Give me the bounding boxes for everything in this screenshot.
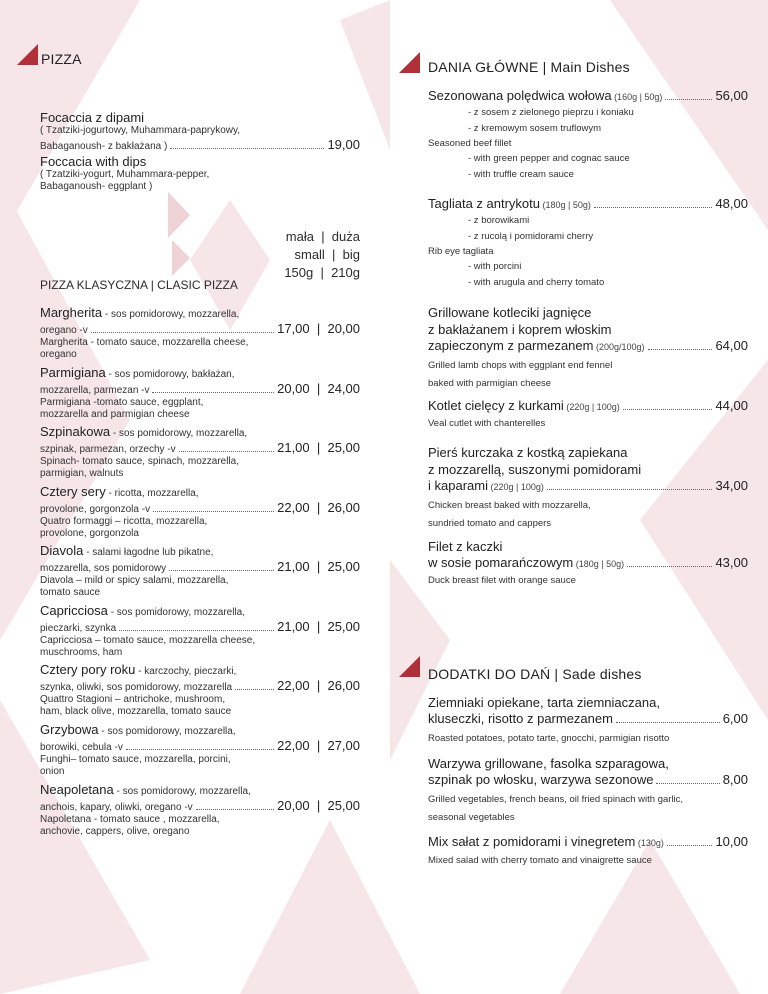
- side-name: Warzywa grillowane, fasolka szparagowa,: [428, 756, 669, 771]
- pizza-ingredients: - salami łagodne lub pikatne,: [83, 547, 214, 558]
- dish-option-en: - with truffle cream sauce: [468, 168, 574, 180]
- leader-dots: [235, 689, 274, 690]
- pizza-price: 21,00 | 25,00: [277, 619, 360, 634]
- focaccia-name: Focaccia z dipami: [40, 110, 145, 125]
- pizza-ingredients: oregano -v: [40, 325, 88, 336]
- dish-name-en: Seasoned beef fillet: [428, 138, 512, 149]
- size-legend: [260, 228, 360, 282]
- side-name: Ziemniaki opiekane, tarta ziemniaczana,: [428, 695, 660, 710]
- pizza-item: [40, 484, 360, 540]
- dish-desc-en: Chicken breast baked with mozzarella,: [428, 500, 591, 511]
- classic-pizza-title: PIZZA KLASYCZNA | CLASIC PIZZA: [40, 278, 238, 292]
- pizza-desc-en: Margherita - tomato sauce, mozzarella cheese,: [40, 337, 249, 348]
- pizza-price: 21,00 | 25,00: [277, 559, 360, 574]
- dish-option-en: - with arugula and cherry tomato: [468, 276, 605, 288]
- dish-option-en: - with green pepper and cognac sauce: [468, 153, 630, 164]
- side-name: kluseczki, risotto z parmezanem: [428, 711, 613, 726]
- leader-dots: [627, 566, 712, 567]
- dish-option: - z borowikami: [468, 215, 530, 226]
- pizza-ingredients: - sos pomidorowy, bakłażan,: [105, 369, 235, 380]
- pizza-ingredients: borowiki, cebula -v: [40, 742, 123, 753]
- sides-section-title: DODATKI DO DAŃ | Sade dishes: [428, 666, 642, 682]
- pizza-item: [40, 543, 360, 599]
- pizza-ingredients: pieczarki, szynka: [40, 623, 117, 634]
- pizza-desc-en: Napoletana - tomato sauce , mozzarella,: [40, 814, 220, 825]
- size-legend-en: small | big: [294, 247, 360, 262]
- dish-option: - z sosem z zielonego pieprzu i koniaku: [468, 107, 634, 118]
- dish-option: - z kremowym sosem truflowym: [468, 122, 602, 134]
- pizza-name: Neapoletana: [40, 782, 114, 797]
- pizza-ingredients: provolone, gorgonzola -v: [40, 504, 151, 515]
- main-dish-duck-filet: [428, 538, 748, 588]
- dish-price: 43,00: [715, 555, 748, 570]
- focaccia-desc-pl-1: ( Tzatziki-jogurtowy, Muhammara-paprykowy,: [40, 125, 241, 136]
- dish-name-en: Rib eye tagliata: [428, 246, 494, 257]
- dish-weight: (180g | 50g): [540, 200, 591, 210]
- pizza-item: [40, 424, 360, 480]
- pizza-name: Cztery sery: [40, 484, 106, 499]
- dish-option-en: - with porcini: [468, 261, 522, 272]
- dish-name: z bakłażanem i koprem włoskim: [428, 322, 612, 337]
- dish-weight: (160g | 50g): [611, 92, 663, 102]
- main-section-title: DANIA GŁÓWNE | Main Dishes: [428, 59, 630, 75]
- pizza-item: [40, 603, 360, 659]
- pizza-ingredients: - sos pomidorowy, mozzarella,: [107, 607, 246, 618]
- pizza-price: 22,00 | 27,00: [277, 738, 360, 753]
- pizza-desc-en: Funghi– tomato sauce, mozzarella, porcini,: [40, 754, 231, 765]
- dish-desc-en: Duck breast filet with orange sauce: [428, 575, 576, 586]
- pizza-ingredients: szpinak, parmezan, orzechy -v: [40, 444, 176, 455]
- leader-dots: [594, 207, 713, 208]
- main-dish-lamb-chops: [428, 304, 748, 393]
- dish-weight: (180g | 50g): [573, 559, 625, 569]
- dish-price: 44,00: [715, 398, 748, 413]
- pizza-name: Margherita: [40, 305, 103, 320]
- pizza-desc-en: Capricciosa – tomato sauce, mozzarella cheese,: [40, 635, 256, 646]
- side-desc-en: Grilled vegetables, french beans, oil fried spinach with garlic,: [428, 794, 684, 805]
- pizza-price: 17,00 | 20,00: [277, 321, 360, 336]
- pizza-desc-en: anchovie, cappers, olive, oregano: [40, 826, 190, 837]
- leader-dots: [119, 630, 274, 631]
- side-name: Mix sałat z pomidorami i vinegretem: [428, 834, 636, 849]
- dish-name: Tagliata z antrykotu: [428, 196, 541, 211]
- dish-desc-en: baked with parmigian cheese: [428, 378, 552, 389]
- pizza-price: 20,00 | 24,00: [277, 381, 360, 396]
- pizza-name: Szpinakowa: [40, 424, 111, 439]
- leader-dots: [153, 511, 274, 512]
- pizza-desc-en: Quattro Stagioni – antrichoke, mushroom,: [40, 694, 226, 705]
- focaccia-name-en: Foccacia with dips: [40, 154, 147, 169]
- size-legend-weight: 150g | 210g: [284, 265, 360, 280]
- leader-dots: [91, 332, 274, 333]
- dish-name: z mozzarellą, suszonymi pomidorami: [428, 462, 642, 477]
- pizza-ingredients: mozzarella, parmezan -v: [40, 385, 150, 396]
- focaccia-desc-en-1: ( Tzatziki-yogurt, Muhammara-pepper,: [40, 169, 210, 180]
- pizza-name: Capricciosa: [40, 603, 108, 618]
- pizza-desc-en: parmigian, walnuts: [40, 468, 124, 479]
- pizza-price: 21,00 | 25,00: [277, 440, 360, 455]
- dish-desc-en: sundried tomato and cappers: [428, 518, 552, 529]
- pizza-desc-en: mozzarella and parmigian cheese: [40, 409, 190, 420]
- leader-dots: [152, 392, 274, 393]
- main-dish-chicken-breast: [428, 444, 748, 533]
- pizza-desc-en: muschrooms, ham: [40, 647, 123, 658]
- focaccia-desc-en-2: Babaganoush- eggplant ): [40, 181, 153, 192]
- pizza-ingredients: - sos pomidorowy, mozzarella,: [113, 786, 251, 797]
- dish-name: Kotlet cielęcy z kurkami: [428, 398, 564, 413]
- dish-desc-en: Veal cutlet with chanterelles: [428, 418, 546, 429]
- leader-dots: [623, 409, 713, 410]
- pizza-price: 22,00 | 26,00: [277, 678, 360, 693]
- dish-price: 34,00: [715, 478, 748, 493]
- side-desc-en: seasonal vegetables: [428, 812, 515, 823]
- pizza-price: 20,00 | 25,00: [277, 798, 360, 813]
- side-dish-vegetables: [428, 755, 748, 827]
- pizza-ingredients: - sos pomidorowy, mozzarella,: [98, 726, 236, 737]
- leader-dots: [169, 570, 274, 571]
- dish-desc-en: Grilled lamb chops with eggplant end fennel: [428, 360, 613, 371]
- pizza-item: [40, 782, 360, 838]
- pizza-desc-en: Parmigiana -tomato sauce, eggplant,: [40, 397, 204, 408]
- side-dish-potatoes: [428, 694, 748, 746]
- dish-name: Pierś kurczaka z kostką zapiekana: [428, 445, 628, 460]
- side-price: 10,00: [715, 834, 748, 849]
- focaccia-item: [40, 110, 360, 193]
- pizza-item: [40, 662, 360, 718]
- dish-price: 48,00: [715, 196, 748, 211]
- size-legend-pl: mała | duża: [285, 229, 360, 244]
- pizza-ingredients: - sos pomidorowy, mozzarella,: [110, 428, 248, 439]
- dish-name: i kaparami: [428, 478, 488, 493]
- dish-weight: (220g | 100g): [487, 482, 544, 492]
- pizza-desc-en: Quatro formaggi – ricotta, mozzarella,: [40, 516, 208, 527]
- leader-dots: [196, 809, 274, 810]
- leader-dots: [648, 349, 713, 350]
- leader-dots: [665, 99, 712, 100]
- main-dish-beef-fillet: [428, 88, 748, 182]
- focaccia-price: 19,00: [327, 137, 360, 152]
- main-section-marker: [399, 52, 420, 73]
- pizza-desc-en: provolone, gorgonzola: [40, 528, 139, 539]
- pizza-desc-en: tomato sauce: [40, 587, 101, 598]
- pizza-ingredients: szynka, oliwki, sos pomidorowy, mozzarella: [40, 682, 233, 693]
- leader-dots: [547, 489, 713, 490]
- pizza-name: Parmigiana: [40, 365, 106, 380]
- pizza-ingredients: mozzarella, sos pomidorowy: [40, 563, 167, 574]
- side-desc-en: Mixed salad with cherry tomato and vinaigrette sauce: [428, 855, 652, 866]
- sides-section-marker: [399, 656, 420, 677]
- focaccia-desc-pl-2: Babaganoush- z bakłażana ): [40, 141, 168, 152]
- leader-dots: [170, 148, 324, 149]
- dish-name: Grillowane kotleciki jagnięce: [428, 305, 592, 320]
- pizza-ingredients: - sos pomidorowy, mozzarella,: [102, 309, 240, 320]
- dish-weight: (200g/100g): [593, 342, 645, 352]
- dish-name: Sezonowana polędwica wołowa: [428, 88, 612, 103]
- leader-dots: [179, 451, 274, 452]
- leader-dots: [656, 783, 719, 784]
- dish-name: Filet z kaczki: [428, 539, 503, 554]
- pizza-name: Grzybowa: [40, 722, 99, 737]
- main-dish-veal-cutlet: [428, 398, 748, 431]
- pizza-name: Cztery pory roku: [40, 662, 136, 677]
- pizza-desc-en: Spinach- tomato sauce, spinach, mozzarella,: [40, 456, 239, 467]
- main-dish-tagliata: [428, 196, 748, 290]
- side-name: szpinak po włosku, warzywa sezonowe: [428, 772, 654, 787]
- pizza-item: [40, 305, 360, 361]
- dish-price: 56,00: [715, 88, 748, 103]
- leader-dots: [667, 845, 713, 846]
- dish-name: zapieczonym z parmezanem: [428, 338, 594, 353]
- dish-price: 64,00: [715, 338, 748, 353]
- pizza-section-title: PIZZA: [41, 51, 82, 67]
- pizza-desc-en: oregano: [40, 349, 77, 360]
- pizza-desc-en: onion: [40, 766, 65, 777]
- side-weight: (130g): [635, 838, 664, 848]
- pizza-section-marker: [17, 44, 38, 65]
- side-price: 8,00: [722, 772, 748, 787]
- dish-name: w sosie pomarańczowym: [428, 555, 574, 570]
- pizza-ingredients: - karczochy, pieczarki,: [135, 666, 237, 677]
- pizza-item: [40, 365, 360, 421]
- leader-dots: [616, 722, 720, 723]
- leader-dots: [126, 749, 274, 750]
- pizza-price: 22,00 | 26,00: [277, 500, 360, 515]
- side-desc-en: Roasted potatoes, potato tarte, gnocchi, parmigian risotto: [428, 733, 670, 744]
- side-dish-salad: [428, 834, 748, 868]
- dish-option: - z rucolą i pomidorami cherry: [468, 230, 594, 242]
- pizza-desc-en: Diavola – mild or spicy salami, mozzarella,: [40, 575, 229, 586]
- side-price: 6,00: [722, 711, 748, 726]
- pizza-item: [40, 722, 360, 778]
- pizza-ingredients: - ricotta, mozzarella,: [105, 488, 199, 499]
- pizza-ingredients: anchois, kapary, oliwki, oregano -v: [40, 802, 193, 813]
- pizza-name: Diavola: [40, 543, 84, 558]
- pizza-desc-en: ham, black olive, mozzarella, tomato sauce: [40, 706, 232, 717]
- dish-weight: (220g | 100g): [563, 402, 620, 412]
